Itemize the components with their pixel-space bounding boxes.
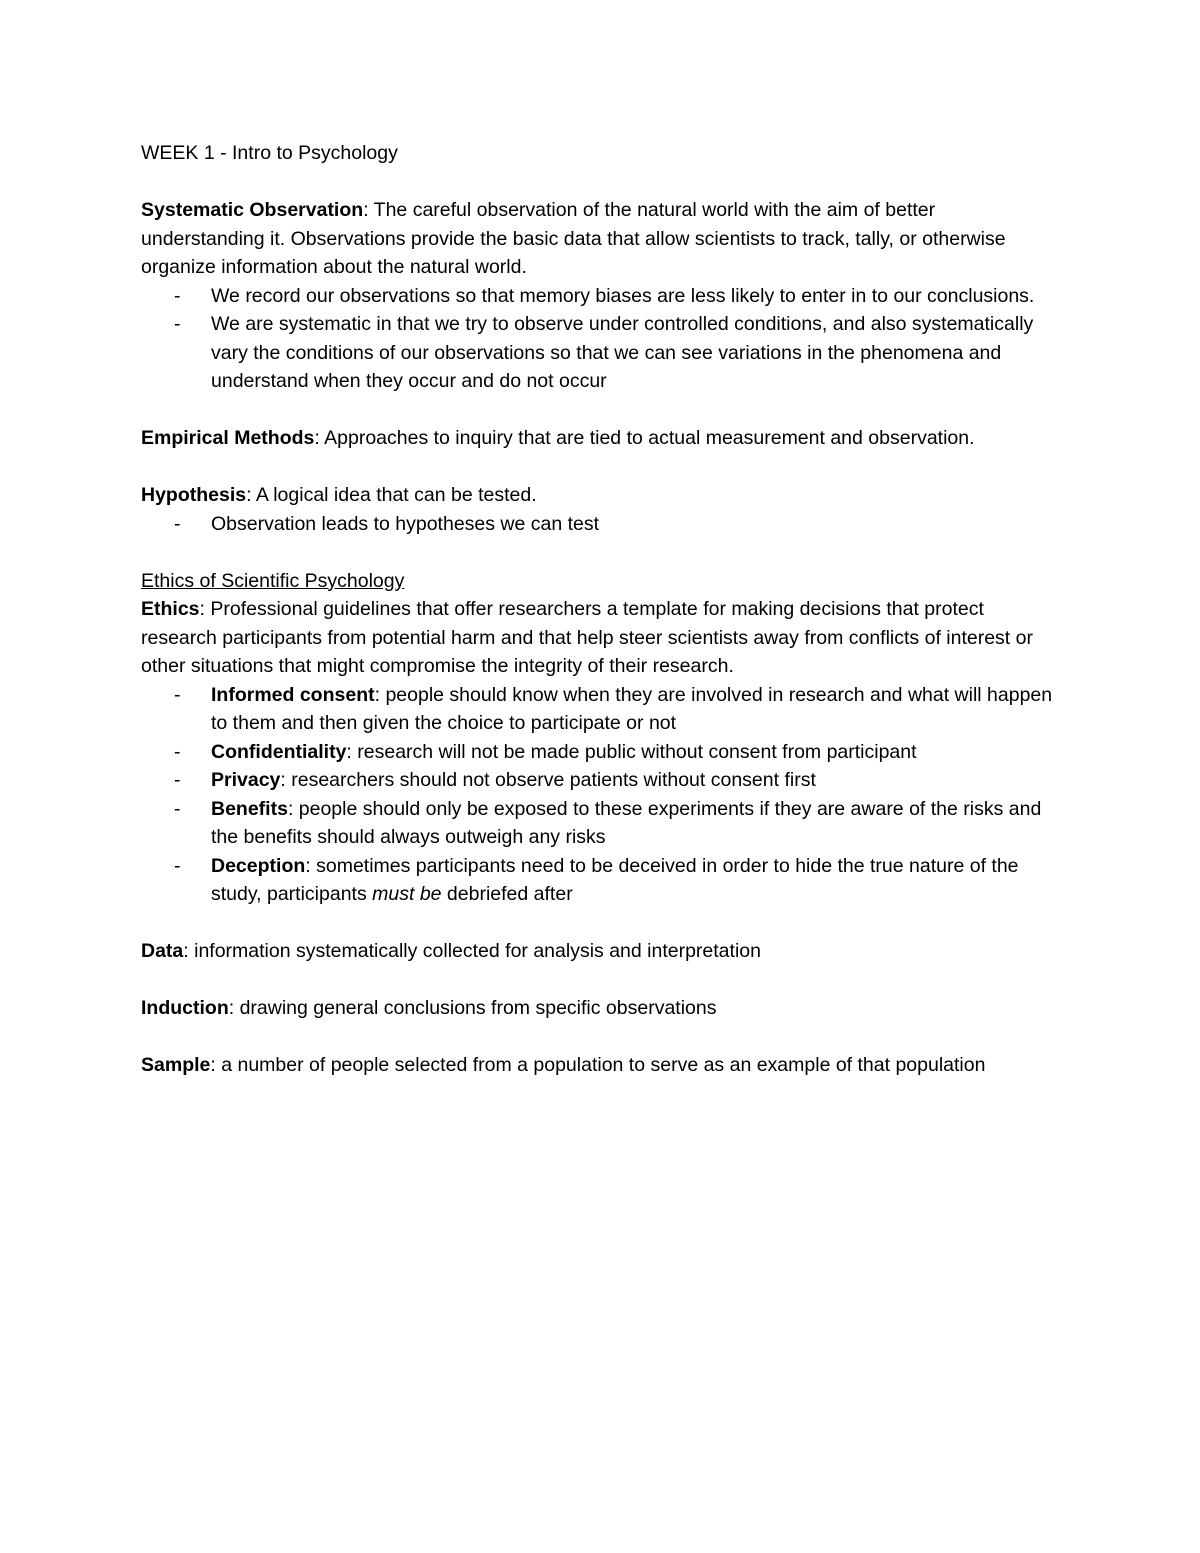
item-text: : people should only be exposed to these experiments if they are aware of the risks and the benefits should always outweigh any risks bbox=[211, 797, 1042, 848]
term-label: Ethics bbox=[141, 598, 200, 620]
definition-text: : a number of people selected from a population to serve as an example of that population bbox=[210, 1054, 986, 1076]
dash-bullet: - bbox=[174, 683, 181, 706]
definition-text: : drawing general conclusions from specific observations bbox=[228, 997, 717, 1019]
definition-empirical-methods bbox=[141, 424, 1056, 453]
dash-bullet: - bbox=[174, 769, 181, 791]
term-label: Hypothesis bbox=[141, 484, 247, 506]
definition-text: : The careful observation of the natural world with the aim of better understanding it. Observations provide the basic data that allow scientists to track, tally, or otherwise organize information about the natural world. bbox=[141, 199, 1006, 278]
list-item bbox=[141, 681, 1056, 738]
bullet-list bbox=[141, 282, 1056, 396]
dash-bullet: - bbox=[174, 797, 181, 820]
dash-bullet: - bbox=[174, 854, 181, 877]
spacer bbox=[141, 966, 1056, 995]
item-text: : sometimes participants need to be deceived in order to hide the true nature of the study, participants bbox=[211, 854, 1019, 905]
definition-text: : Approaches to inquiry that are tied to actual measurement and observation. bbox=[314, 427, 975, 449]
list-item bbox=[141, 282, 1056, 311]
item-term: Privacy bbox=[211, 769, 281, 791]
term-label: Empirical Methods bbox=[141, 427, 315, 449]
item-text: : people should know when they are involved in research and what will happen to them and then given the choice to participate or not bbox=[211, 683, 1053, 734]
term-label: Induction bbox=[141, 997, 229, 1019]
item-term: Confidentiality bbox=[211, 740, 347, 763]
spacer bbox=[141, 538, 1056, 567]
definition-text: : information systematically collected for analysis and interpretation bbox=[183, 940, 761, 962]
definition-sample bbox=[141, 1051, 1056, 1080]
list-item bbox=[141, 766, 1056, 795]
section-heading-ethics: Ethics of Scientific Psychology bbox=[141, 569, 405, 592]
definition-ethics bbox=[141, 595, 1056, 681]
dash-bullet: - bbox=[174, 313, 181, 335]
dash-bullet: - bbox=[174, 512, 181, 535]
term-label: Data bbox=[141, 940, 184, 962]
document-page bbox=[141, 139, 1056, 1080]
item-term: Deception bbox=[211, 854, 306, 877]
bullet-list bbox=[141, 681, 1056, 909]
list-item-text: We are systematic in that we try to observe under controlled conditions, and also systematically vary the conditions of our observations so that we can see variations in the phenomena and understand when they occur and do not occur bbox=[211, 313, 1034, 392]
list-item bbox=[141, 795, 1056, 852]
item-text: : researchers should not observe patients without consent first bbox=[280, 769, 816, 791]
item-term: Informed consent bbox=[211, 683, 375, 706]
list-item bbox=[141, 852, 1056, 909]
definition-hypothesis bbox=[141, 481, 1056, 510]
term-label: Sample bbox=[141, 1054, 211, 1076]
definition-systematic-observation bbox=[141, 196, 1056, 282]
spacer bbox=[141, 1023, 1056, 1052]
item-text: : research will not be made public without consent from participant bbox=[346, 740, 917, 763]
spacer bbox=[141, 453, 1056, 482]
spacer bbox=[141, 909, 1056, 938]
list-item-text: We record our observations so that memory biases are less likely to enter in to our conclusions. bbox=[211, 284, 1035, 307]
item-text-after: debriefed after bbox=[441, 883, 573, 905]
list-item bbox=[141, 510, 1056, 539]
definition-text: : A logical idea that can be tested. bbox=[246, 484, 537, 506]
item-emphasis: must be bbox=[372, 883, 442, 905]
definition-induction bbox=[141, 994, 1056, 1023]
term-label: Systematic Observation bbox=[141, 199, 364, 221]
list-item-text: Observation leads to hypotheses we can test bbox=[211, 512, 600, 535]
bullet-list bbox=[141, 510, 1056, 539]
dash-bullet: - bbox=[174, 284, 181, 307]
definition-data bbox=[141, 937, 1056, 966]
list-item bbox=[141, 310, 1056, 396]
dash-bullet: - bbox=[174, 740, 181, 763]
item-term: Benefits bbox=[211, 797, 288, 820]
spacer bbox=[141, 396, 1056, 425]
definition-text: : Professional guidelines that offer researchers a template for making decisions that protect research participants from potential harm and that help steer scientists away from conflicts of interest or other situations that might compromise the integrity of their research. bbox=[141, 598, 1033, 677]
document-title: WEEK 1 - Intro to Psychology bbox=[141, 142, 398, 164]
list-item bbox=[141, 738, 1056, 767]
spacer bbox=[141, 168, 1056, 197]
